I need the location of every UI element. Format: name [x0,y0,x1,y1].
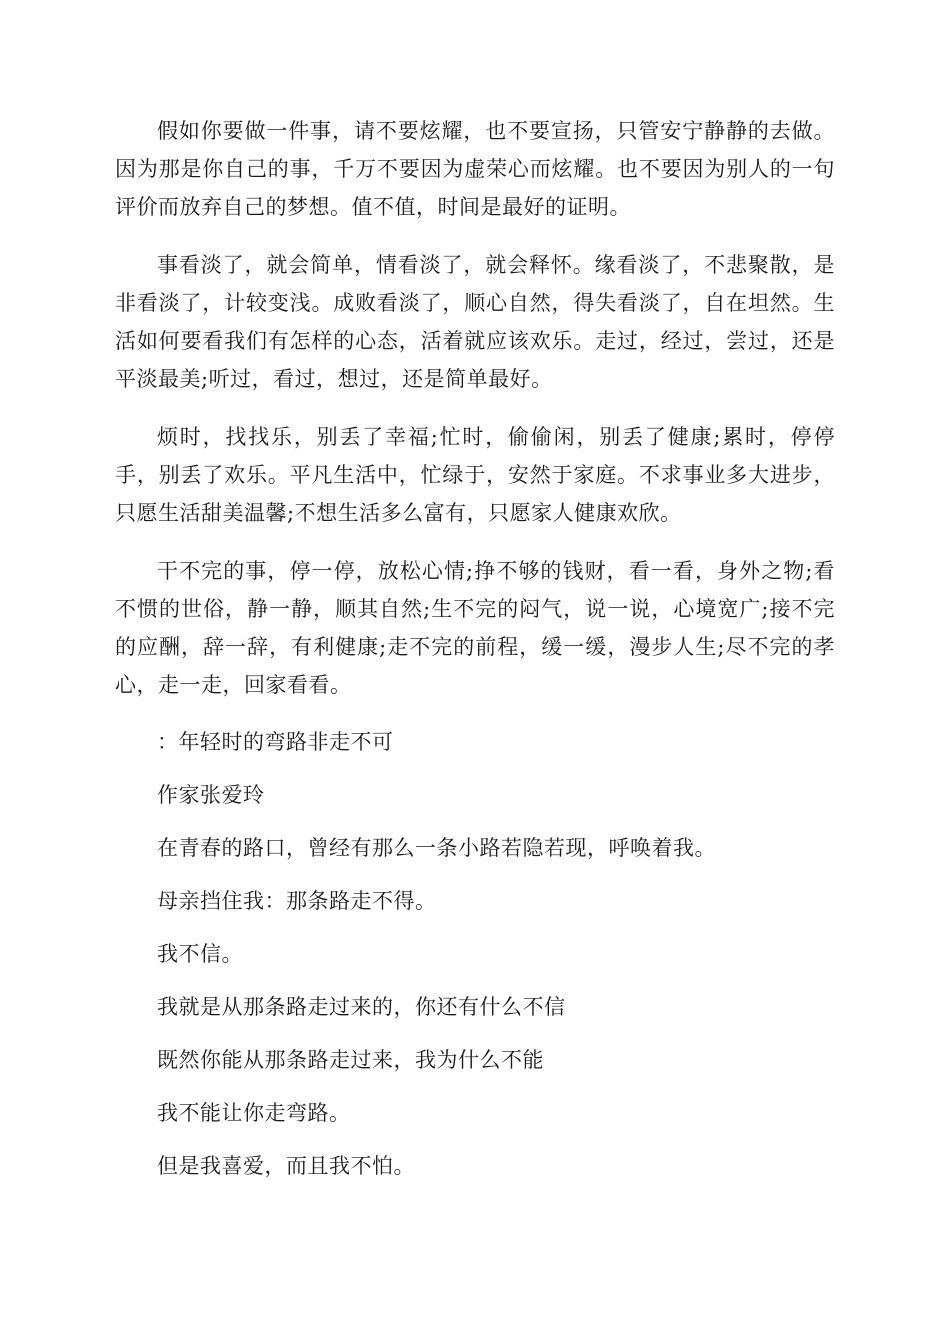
section-heading: ：年轻时的弯路非走不可 [157,730,394,754]
text-line: 我不信。 [157,942,243,966]
paragraph: 烦时，找找乐，别丢了幸福;忙时，偷偷闲，别丢了健康;累时，停停手，别丢了欢乐。平凡生活中，忙绿于，安然于家庭。不求事业多大进步，只愿生活甜美温馨;不想生活多么富有，只愿家人健康欢欣。 [115,425,835,525]
text-line: 我就是从那条路走过来的，你还有什么不信 [157,995,566,1019]
text-line: 既然你能从那条路走过来，我为什么不能 [157,1048,544,1072]
text-line: 我不能让你走弯路。 [157,1101,351,1125]
text-line: 但是我喜爱，而且我不怕。 [157,1154,415,1178]
text-line: 母亲挡住我：那条路走不得。 [157,889,437,913]
document-body [115,112,835,1201]
paragraph: 事看淡了，就会简单，情看淡了，就会释怀。缘看淡了，不悲聚散，是非看淡了，计较变浅。成败看淡了，顺心自然，得失看淡了，自在坦然。生活如何要看我们有怎样的心态，活着就应该欢乐。走过，经过，尝过，还是平淡最美;听过，看过，想过，还是简单最好。 [115,253,835,391]
paragraph: 干不完的事，停一停，放松心情;挣不够的钱财，看一看，身外之物;看不惯的世俗，静一静，顺其自然;生不完的闷气，说一说，心境宽广;接不完的应酬，辞一辞，有利健康;走不完的前程，缓一缓，漫步人生;尽不完的孝心，走一走，回家看看。 [115,559,835,697]
author-line: 作家张爱玲 [157,783,265,807]
paragraph: 假如你要做一件事，请不要炫耀，也不要宣扬，只管安宁静静的去做。因为那是你自己的事，千万不要因为虚荣心而炫耀。也不要因为别人的一句评价而放弃自己的梦想。值不值，时间是最好的证明。 [115,119,835,219]
text-line: 在青春的路口，曾经有那么一条小路若隐若现，呼唤着我。 [157,836,716,860]
